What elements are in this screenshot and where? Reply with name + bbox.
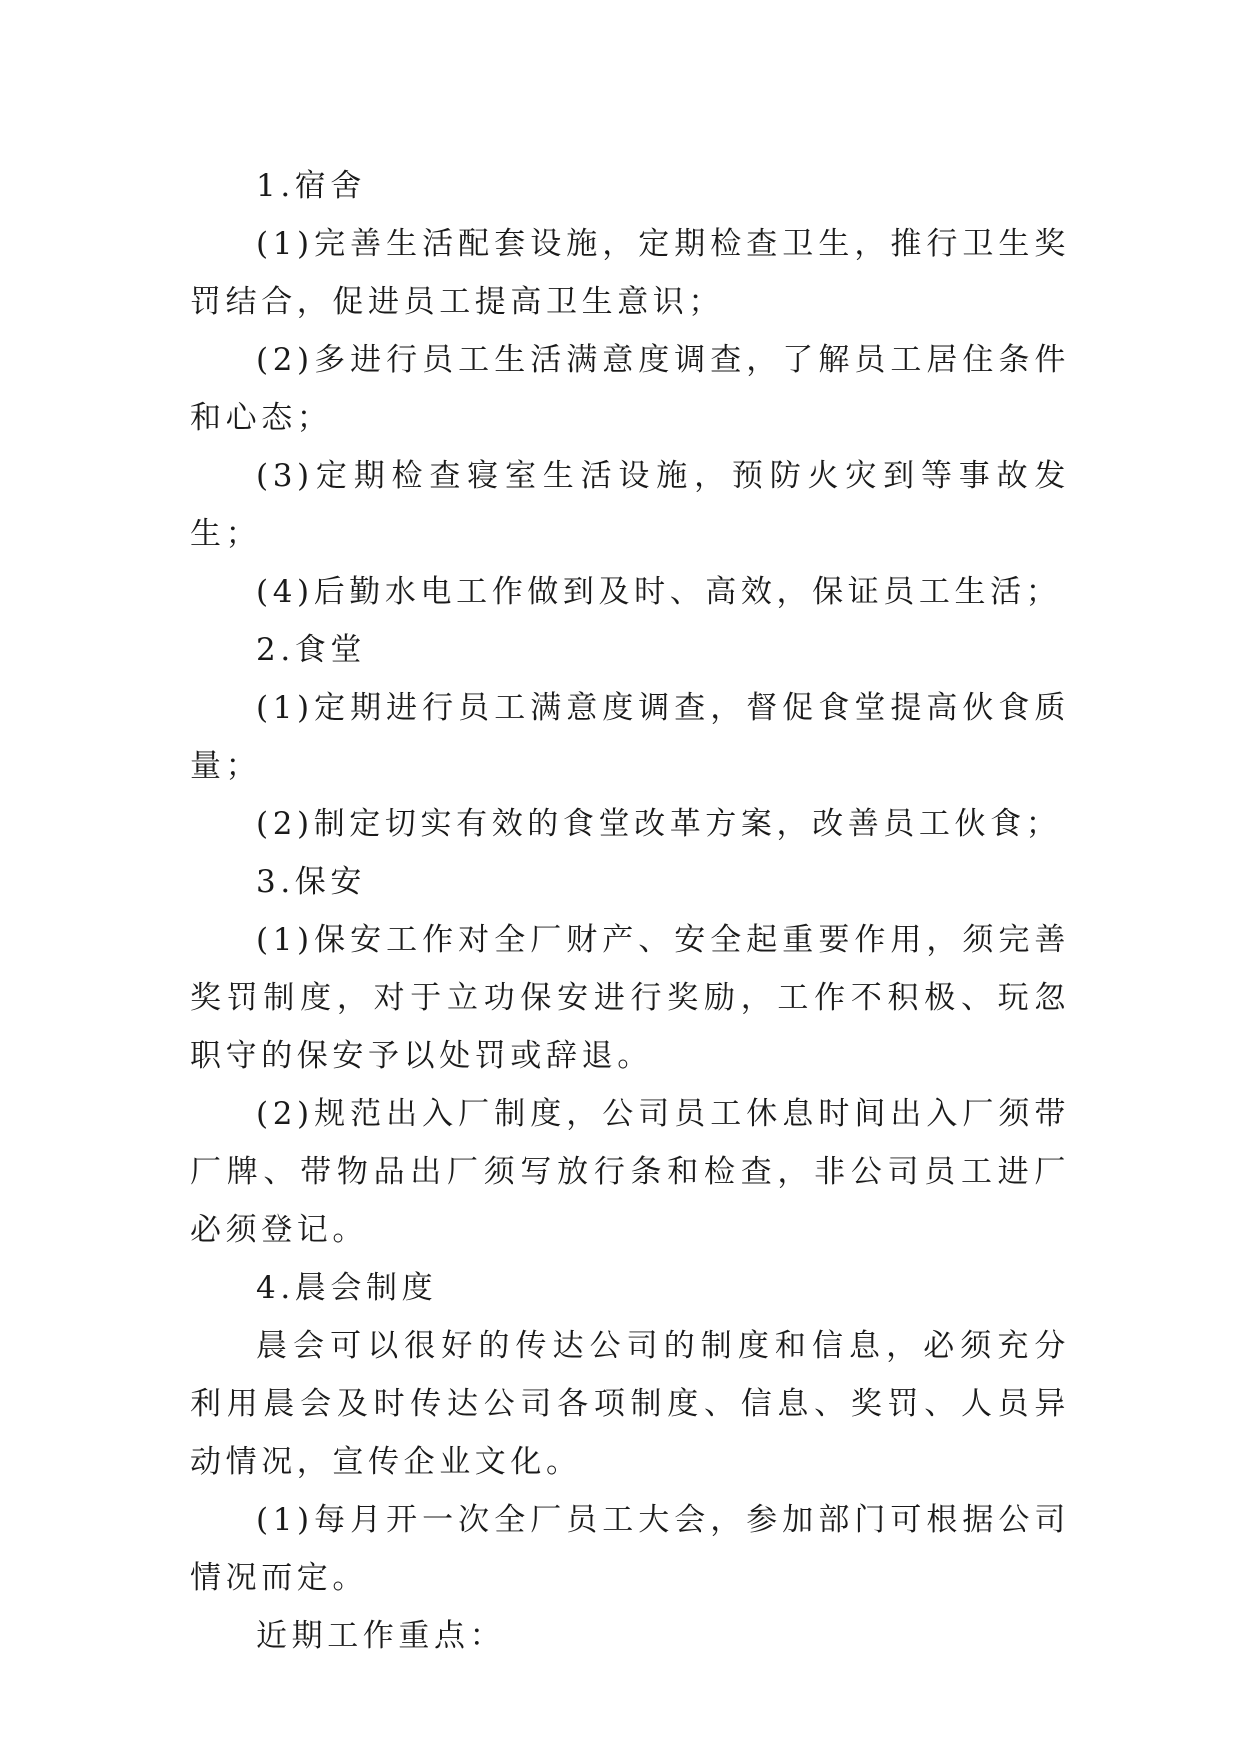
recent-work-focus: 近期工作重点：: [256, 1618, 506, 1654]
dormitory-item-1: (1)完善生活配套设施，定期检查卫生，推行卫生奖罚结合，促进员工提高卫生意识；: [190, 226, 1070, 320]
canteen-item-2: (2)制定切实有效的食堂改革方案，改善员工伙食；: [256, 806, 1062, 842]
morning-meeting-item-1: (1)每月开一次全厂员工大会，参加部门可根据公司情况而定。: [190, 1502, 1070, 1596]
morning-meeting-intro: 晨会可以很好的传达公司的制度和信息，必须充分利用晨会及时传达公司各项制度、信息、奖罚、人员异动情况，宣传企业文化。: [190, 1328, 1070, 1480]
dormitory-item-4: (4)后勤水电工作做到及时、高效，保证员工生活；: [256, 574, 1062, 610]
heading-security: 3.保安: [256, 864, 366, 900]
canteen-item-1: (1)定期进行员工满意度调查，督促食堂提高伙食质量；: [190, 690, 1070, 784]
dormitory-item-3: (3)定期检查寝室生活设施，预防火灾到等事故发生；: [190, 458, 1070, 552]
dormitory-item-2: (2)多进行员工生活满意度调查，了解员工居住条件和心态；: [190, 342, 1070, 436]
heading-canteen: 2.食堂: [256, 632, 366, 668]
heading-morning-meeting: 4.晨会制度: [256, 1270, 438, 1306]
security-item-1: (1)保安工作对全厂财产、安全起重要作用，须完善奖罚制度，对于立功保安进行奖励，工作不积极、玩忽职守的保安予以处罚或辞退。: [190, 922, 1070, 1074]
document-body: [190, 157, 1070, 1665]
heading-dormitory: 1.宿舍: [256, 168, 366, 204]
security-item-2: (2)规范出入厂制度，公司员工休息时间出入厂须带厂牌、带物品出厂须写放行条和检查，非公司员工进厂必须登记。: [190, 1096, 1070, 1248]
